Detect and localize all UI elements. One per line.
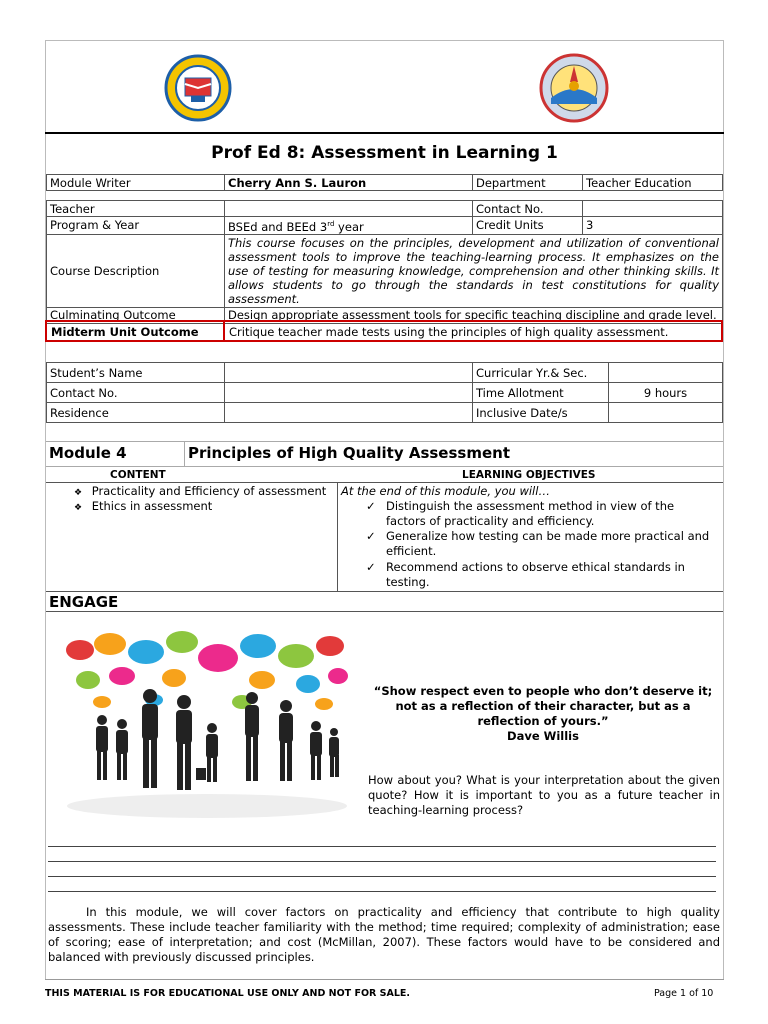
engage-bar — [46, 592, 723, 612]
time-allotment-value: 9 hours — [609, 383, 723, 403]
quote-author: Dave Willis — [507, 729, 579, 743]
footer-separator — [45, 979, 724, 980]
program-value: BSEd and BEEd 3rd year — [225, 217, 473, 235]
inclusive-dates-label: Inclusive Date/s — [473, 403, 609, 423]
header-separator — [45, 132, 724, 134]
teacher-label: Teacher — [47, 201, 225, 217]
quote-text: “Show respect even to people who don’t deserve it; not as a reflection of their character, but as a reflection of yours.” — [373, 684, 713, 728]
answer-line[interactable] — [48, 876, 716, 877]
student-name-label: Student’s Name — [47, 363, 225, 383]
course-desc-value: This course focuses on the principles, development and utilization of conventional assessment tools to improve the teaching-learning process. It emphasizes on the use of testing for measuring knowledge, comprehension and other thinking skills. It allows students to go through the standards in test constitutions for quality assessment. — [225, 234, 723, 307]
module-writer-value: Cherry Ann S. Lauron — [225, 175, 473, 191]
student-contact-value[interactable] — [225, 383, 473, 403]
table-gap — [47, 191, 723, 201]
objectives-divider — [337, 483, 338, 591]
midterm-label: Midterm Unit Outcome — [47, 322, 225, 340]
objective-item: ✓ Distinguish the assessment method in view of the factors of practicality and efficiency. — [366, 499, 675, 528]
credit-value: 3 — [583, 217, 723, 235]
intro-paragraph: In this module, we will cover factors on practicality and efficiency that contribute to high quality assessments. These include teacher familiarity with the method; time required; complexity of administration; ease of scoring; ease of interpretation; and cost (McMillan, 2007). These factors would have to be considered and balanced with previously discussed principles. — [48, 905, 720, 964]
residence-value[interactable] — [225, 403, 473, 423]
contact-value — [583, 201, 723, 217]
culminating-label: Culminating Outcome — [47, 307, 225, 323]
teacher-value — [225, 201, 473, 217]
objectives-intro: At the end of this module, you will… — [341, 484, 550, 498]
program-label: Program & Year — [47, 217, 225, 235]
footer-notice: THIS MATERIAL IS FOR EDUCATIONAL USE ONLY AND NOT FOR SALE. — [45, 988, 411, 999]
culminating-value: Design appropriate assessment tools for specific teaching discipline and grade level. — [225, 307, 723, 323]
diamond-bullet-icon: ❖ — [74, 503, 83, 513]
checkmark-icon: ✓ — [366, 529, 376, 543]
content-item: ❖ Ethics in assessment — [74, 499, 213, 513]
contact-label: Contact No. — [473, 201, 583, 217]
content-header: CONTENT — [110, 469, 166, 481]
page-number: Page 1 of 10 — [654, 988, 714, 999]
time-allotment-label: Time Allotment — [473, 383, 609, 403]
objective-item: ✓ Generalize how testing can be made more practical and efficient. — [366, 529, 710, 558]
department-label: Department — [473, 175, 583, 191]
answer-line[interactable] — [48, 861, 716, 862]
module-number: Module 4 — [49, 444, 127, 462]
objectives-header: LEARNING OBJECTIVES — [462, 469, 596, 481]
credit-label: Credit Units — [473, 217, 583, 235]
diamond-bullet-icon: ❖ — [74, 488, 83, 498]
module-title: Principles of High Quality Assessment — [188, 444, 510, 462]
residence-label: Residence — [47, 403, 225, 423]
module-writer-label: Module Writer — [47, 175, 225, 191]
student-name-value[interactable] — [225, 363, 473, 383]
quote-block — [366, 684, 720, 744]
midterm-value: Critique teacher made tests using the principles of high quality assessment. — [229, 325, 669, 339]
curricular-value[interactable] — [609, 363, 723, 383]
course-info-table — [46, 174, 723, 324]
reflection-question: How about you? What is your interpretation about the given quote? How it is important to you as a future teacher in teaching-learning process? — [368, 773, 720, 817]
people-speech-bubbles-illustration — [62, 628, 352, 818]
midterm-outcome-row — [45, 320, 723, 342]
document-title: Prof Ed 8: Assessment in Learning 1 — [211, 143, 558, 163]
inclusive-dates-value[interactable] — [609, 403, 723, 423]
answer-line[interactable] — [48, 891, 716, 892]
student-contact-label: Contact No. — [47, 383, 225, 403]
module-divider — [184, 441, 185, 467]
checkmark-icon: ✓ — [366, 499, 376, 513]
engage-heading: ENGAGE — [49, 593, 119, 611]
college-logo — [155, 54, 241, 122]
course-desc-label: Course Description — [47, 234, 225, 307]
curricular-label: Curricular Yr.& Sec. — [473, 363, 609, 383]
student-info-table — [46, 362, 723, 423]
objective-item: ✓ Recommend actions to observe ethical standards in testing. — [366, 560, 685, 589]
department-value: Teacher Education — [583, 175, 723, 191]
checkmark-icon: ✓ — [366, 560, 376, 574]
answer-line[interactable] — [48, 846, 716, 847]
city-seal-logo — [526, 52, 622, 126]
content-item: ❖ Practicality and Efficiency of assessment — [74, 484, 327, 498]
